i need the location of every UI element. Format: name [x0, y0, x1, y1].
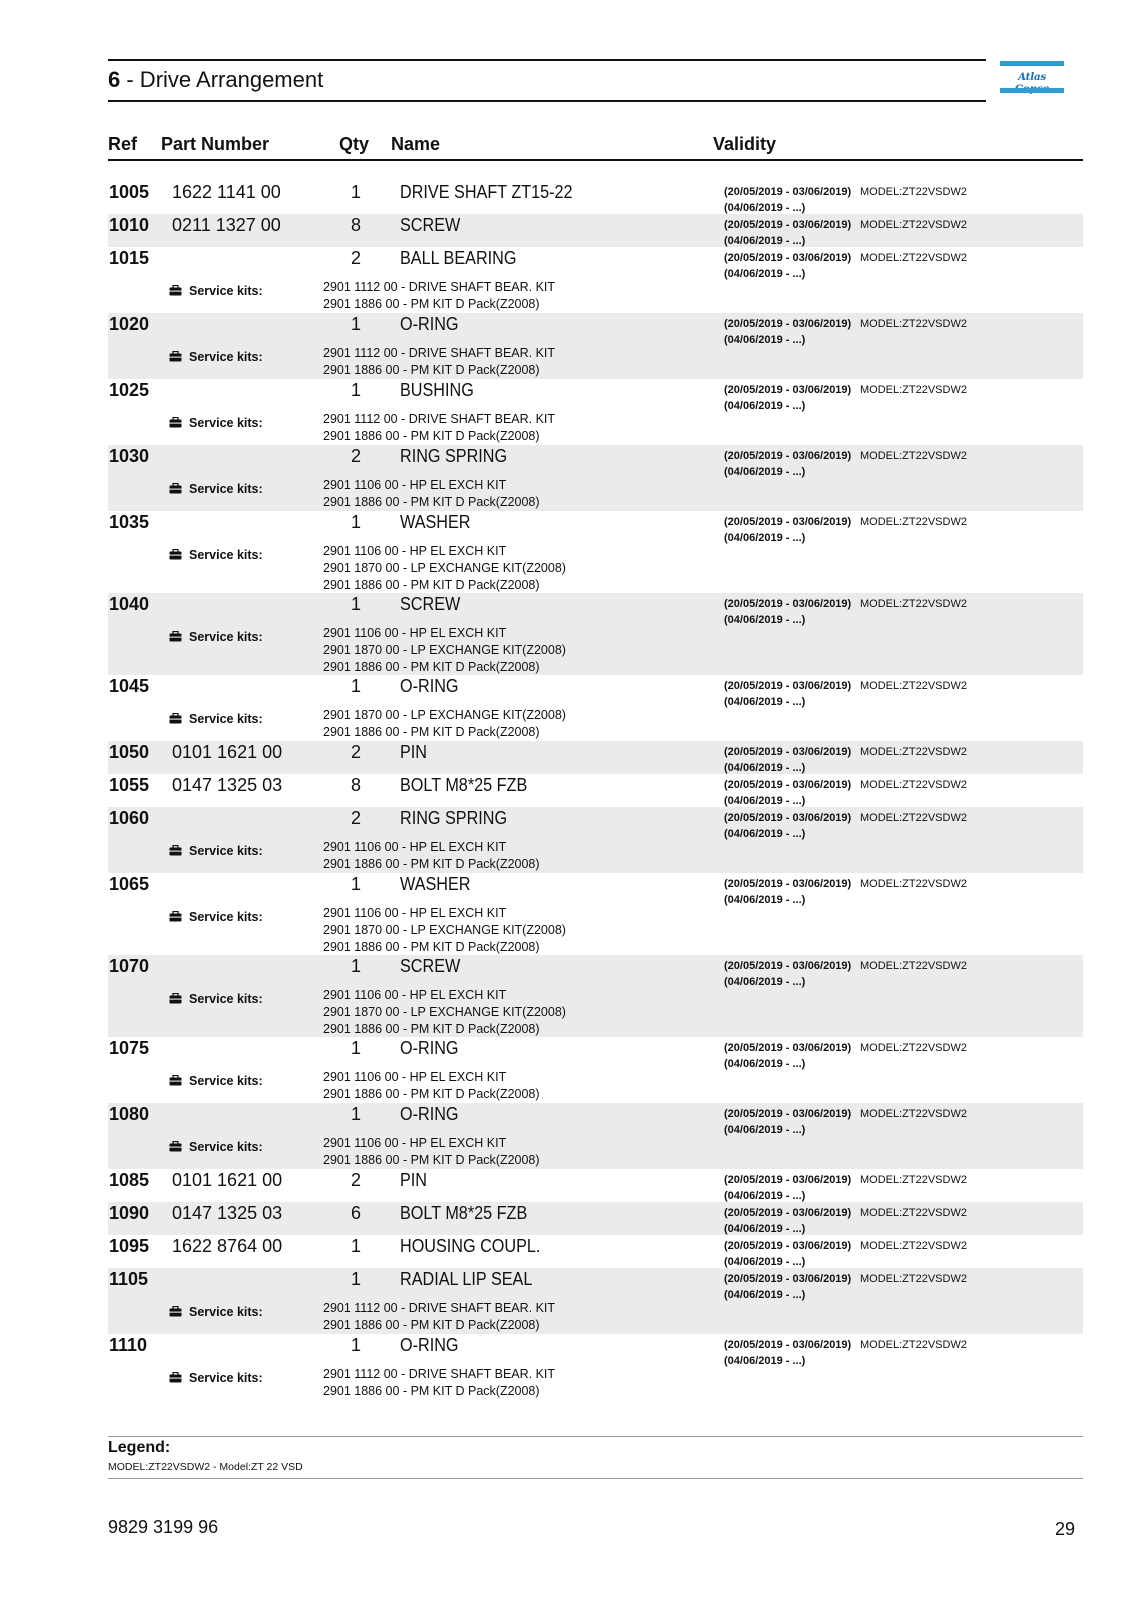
qty-cell: 1: [350, 1335, 361, 1355]
service-kits-list: [323, 707, 566, 741]
validity-range: (04/06/2019 - ...): [724, 465, 806, 478]
service-kits-text: Service kits:: [189, 844, 263, 858]
qty-cell: 2: [350, 248, 361, 268]
service-kit-item: 2901 1886 00 - PM KIT D Pack(Z2008): [323, 725, 540, 739]
service-kit-item: 2901 1106 00 - HP EL EXCH KIT: [323, 1070, 507, 1084]
validity-range: (04/06/2019 - ...): [724, 1222, 806, 1235]
validity-range: (04/06/2019 - ...): [724, 201, 806, 214]
toolbox-icon: [169, 1141, 182, 1155]
validity-range: (20/05/2019 - 03/06/2019): [724, 1207, 852, 1219]
service-kits-label: [169, 1140, 263, 1155]
logo-top-bar: [1000, 61, 1064, 66]
validity-range: (04/06/2019 - ...): [724, 333, 806, 346]
validity-range: (20/05/2019 - 03/06/2019): [724, 1108, 852, 1120]
name-cell: O-RING: [400, 314, 459, 334]
service-kits-list: [323, 1300, 555, 1334]
ref-cell: 1105: [109, 1269, 149, 1289]
validity-cell: [724, 959, 967, 990]
validity-range: (04/06/2019 - ...): [724, 975, 806, 988]
validity-range: (20/05/2019 - 03/06/2019): [724, 450, 852, 462]
legend-title: Legend:: [108, 1439, 171, 1456]
validity-range: (20/05/2019 - 03/06/2019): [724, 746, 852, 758]
name-cell: BUSHING: [400, 380, 474, 400]
table-row: [108, 955, 1083, 1037]
toolbox-icon: [169, 285, 182, 299]
validity-range: (04/06/2019 - ...): [724, 893, 806, 906]
validity-model: MODEL:ZT22VSDW2: [860, 516, 967, 528]
name-cell: SCREW: [400, 215, 461, 235]
col-part-number: Part Number: [161, 134, 270, 154]
page-title: 6 - Drive Arrangement: [108, 67, 324, 92]
validity-model: MODEL:ZT22VSDW2: [860, 960, 967, 972]
validity-model: MODEL:ZT22VSDW2: [860, 1207, 967, 1219]
ref-cell: 1065: [109, 874, 150, 894]
ref-cell: 1030: [109, 446, 150, 466]
logo-text: Atlas: [1017, 71, 1047, 83]
validity-range: (20/05/2019 - 03/06/2019): [724, 384, 852, 396]
service-kits-label: [169, 350, 263, 365]
service-kits-text: Service kits:: [189, 910, 263, 924]
validity-range: (04/06/2019 - ...): [724, 1255, 806, 1268]
table-row: [108, 774, 1083, 807]
validity-range: (04/06/2019 - ...): [724, 399, 806, 412]
qty-cell: 1: [350, 676, 361, 696]
service-kit-item: 2901 1886 00 - PM KIT D Pack(Z2008): [323, 1384, 540, 1398]
qty-cell: 8: [350, 775, 361, 795]
validity-model: MODEL:ZT22VSDW2: [860, 746, 967, 758]
service-kits-label: [169, 416, 263, 431]
validity-cell: [724, 1107, 967, 1138]
service-kits-list: [323, 477, 540, 511]
qty-cell: 1: [350, 594, 361, 614]
service-kits-list: [323, 1135, 540, 1169]
validity-range: (20/05/2019 - 03/06/2019): [724, 186, 852, 198]
name-cell: O-RING: [400, 1335, 459, 1355]
service-kits-label: [169, 1074, 263, 1089]
table-row: [108, 445, 1083, 511]
part-number-cell: 1622 1141 00: [172, 182, 281, 202]
validity-range: (04/06/2019 - ...): [724, 531, 806, 544]
name-cell: RING SPRING: [400, 446, 508, 466]
toolbox-icon: [169, 631, 182, 645]
service-kits-list: [323, 411, 555, 445]
name-cell: HOUSING COUPL.: [400, 1236, 541, 1256]
service-kits-list: [323, 279, 555, 313]
validity-range: (20/05/2019 - 03/06/2019): [724, 1174, 852, 1186]
qty-cell: 1: [350, 512, 361, 532]
qty-cell: 1: [350, 1236, 361, 1256]
validity-range: (20/05/2019 - 03/06/2019): [724, 878, 852, 890]
service-kit-item: 2901 1112 00 - DRIVE SHAFT BEAR. KIT: [323, 412, 556, 426]
qty-cell: 1: [350, 874, 361, 894]
qty-cell: 2: [350, 808, 361, 828]
document-number: 9829 3199 96: [108, 1517, 219, 1537]
toolbox-icon: [169, 713, 182, 727]
table-row: [108, 214, 1083, 247]
service-kits-label: [169, 284, 263, 299]
validity-range: (20/05/2019 - 03/06/2019): [724, 1240, 852, 1252]
ref-cell: 1110: [109, 1335, 148, 1355]
validity-model: MODEL:ZT22VSDW2: [860, 318, 967, 330]
service-kits-text: Service kits:: [189, 482, 263, 496]
service-kit-item: 2901 1106 00 - HP EL EXCH KIT: [323, 840, 507, 854]
toolbox-icon: [169, 993, 182, 1007]
part-number-cell: 0211 1327 00: [172, 215, 281, 235]
validity-range: (04/06/2019 - ...): [724, 827, 806, 840]
validity-cell: [724, 1239, 967, 1270]
service-kit-item: 2901 1870 00 - LP EXCHANGE KIT(Z2008): [323, 561, 566, 575]
toolbox-icon: [169, 845, 182, 859]
qty-cell: 1: [350, 1104, 361, 1124]
validity-model: MODEL:ZT22VSDW2: [860, 219, 967, 231]
service-kit-item: 2901 1886 00 - PM KIT D Pack(Z2008): [323, 495, 540, 509]
validity-range: (20/05/2019 - 03/06/2019): [724, 779, 852, 791]
name-cell: O-RING: [400, 1104, 459, 1124]
service-kits-list: [323, 625, 566, 676]
table-row: [108, 675, 1083, 741]
service-kits-text: Service kits:: [189, 1074, 263, 1088]
service-kit-item: 2901 1886 00 - PM KIT D Pack(Z2008): [323, 940, 540, 954]
col-ref: Ref: [108, 134, 138, 154]
service-kit-item: 2901 1886 00 - PM KIT D Pack(Z2008): [323, 1153, 540, 1167]
validity-model: MODEL:ZT22VSDW2: [860, 1174, 967, 1186]
ref-cell: 1040: [109, 594, 150, 614]
validity-model: MODEL:ZT22VSDW2: [860, 1240, 967, 1252]
service-kits-text: Service kits:: [189, 416, 263, 430]
service-kit-item: 2901 1886 00 - PM KIT D Pack(Z2008): [323, 363, 540, 377]
service-kits-label: [169, 910, 263, 925]
ref-cell: 1095: [109, 1236, 150, 1256]
toolbox-icon: [169, 549, 182, 563]
name-cell: O-RING: [400, 1038, 459, 1058]
validity-range: (04/06/2019 - ...): [724, 234, 806, 247]
table-header: [108, 132, 1083, 161]
service-kit-item: 2901 1886 00 - PM KIT D Pack(Z2008): [323, 660, 540, 674]
validity-range: (04/06/2019 - ...): [724, 1354, 806, 1367]
name-cell: BOLT M8*25 FZB: [400, 775, 528, 795]
table-row: [108, 1334, 1083, 1400]
validity-cell: [724, 515, 967, 546]
validity-model: MODEL:ZT22VSDW2: [860, 1042, 967, 1054]
validity-cell: [724, 1173, 967, 1204]
validity-range: (04/06/2019 - ...): [724, 1288, 806, 1301]
service-kits-text: Service kits:: [189, 1305, 263, 1319]
service-kits-label: [169, 630, 263, 645]
table-row: [108, 1202, 1083, 1235]
validity-cell: [724, 449, 967, 480]
validity-range: (04/06/2019 - ...): [724, 267, 806, 280]
toolbox-icon: [169, 911, 182, 925]
logo-bottom-bar: [1000, 88, 1064, 93]
ref-cell: 1050: [109, 742, 150, 762]
service-kit-item: 2901 1870 00 - LP EXCHANGE KIT(Z2008): [323, 1005, 566, 1019]
service-kit-item: 2901 1106 00 - HP EL EXCH KIT: [323, 478, 507, 492]
ref-cell: 1025: [109, 380, 150, 400]
qty-cell: 1: [350, 1038, 361, 1058]
validity-model: MODEL:ZT22VSDW2: [860, 812, 967, 824]
qty-cell: 1: [350, 380, 361, 400]
validity-model: MODEL:ZT22VSDW2: [860, 186, 967, 198]
service-kit-item: 2901 1870 00 - LP EXCHANGE KIT(Z2008): [323, 923, 566, 937]
qty-cell: 1: [350, 314, 361, 334]
ref-cell: 1005: [109, 182, 150, 202]
validity-model: MODEL:ZT22VSDW2: [860, 450, 967, 462]
ref-cell: 1070: [109, 956, 150, 976]
service-kits-text: Service kits:: [189, 548, 263, 562]
validity-cell: [724, 597, 967, 628]
ref-cell: 1035: [109, 512, 150, 532]
name-cell: DRIVE SHAFT ZT15-22: [400, 182, 573, 202]
validity-model: MODEL:ZT22VSDW2: [860, 1273, 967, 1285]
table-row: [108, 1268, 1083, 1334]
table-row: [108, 247, 1083, 313]
validity-cell: [724, 745, 967, 776]
name-cell: O-RING: [400, 676, 459, 696]
col-qty: Qty: [339, 134, 370, 154]
service-kit-item: 2901 1106 00 - HP EL EXCH KIT: [323, 626, 507, 640]
validity-model: MODEL:ZT22VSDW2: [860, 1108, 967, 1120]
validity-range: (04/06/2019 - ...): [724, 761, 806, 774]
page-header: [108, 59, 986, 102]
service-kit-item: 2901 1886 00 - PM KIT D Pack(Z2008): [323, 297, 540, 311]
validity-cell: [724, 811, 967, 842]
validity-range: (04/06/2019 - ...): [724, 613, 806, 626]
name-cell: SCREW: [400, 956, 461, 976]
ref-cell: 1075: [109, 1038, 150, 1058]
service-kit-item: 2901 1886 00 - PM KIT D Pack(Z2008): [323, 1087, 540, 1101]
ref-cell: 1020: [109, 314, 150, 334]
validity-range: (20/05/2019 - 03/06/2019): [724, 1339, 852, 1351]
validity-cell: [724, 778, 967, 809]
service-kit-item: 2901 1886 00 - PM KIT D Pack(Z2008): [323, 429, 540, 443]
page-number: 29: [1055, 1519, 1076, 1539]
name-cell: PIN: [400, 1170, 428, 1190]
part-number-cell: 1622 8764 00: [172, 1236, 283, 1256]
table-row: [108, 1235, 1083, 1268]
service-kits-text: Service kits:: [189, 1140, 263, 1154]
part-number-cell: 0101 1621 00: [172, 742, 283, 762]
validity-model: MODEL:ZT22VSDW2: [860, 252, 967, 264]
service-kit-item: 2901 1870 00 - LP EXCHANGE KIT(Z2008): [323, 643, 566, 657]
service-kits-label: [169, 482, 263, 497]
service-kits-label: [169, 712, 263, 727]
parts-table: [108, 181, 1083, 1400]
service-kit-item: 2901 1886 00 - PM KIT D Pack(Z2008): [323, 857, 540, 871]
table-row: [108, 1103, 1083, 1169]
service-kits-list: [323, 543, 566, 594]
table-row: [108, 807, 1083, 873]
validity-cell: [724, 218, 967, 249]
validity-range: (20/05/2019 - 03/06/2019): [724, 318, 852, 330]
validity-cell: [724, 251, 967, 282]
service-kit-item: 2901 1886 00 - PM KIT D Pack(Z2008): [323, 1022, 540, 1036]
service-kits-label: [169, 844, 263, 859]
service-kits-text: Service kits:: [189, 992, 263, 1006]
validity-model: MODEL:ZT22VSDW2: [860, 779, 967, 791]
validity-cell: [724, 383, 967, 414]
service-kits-list: [323, 905, 566, 956]
ref-cell: 1015: [109, 248, 150, 268]
service-kits-text: Service kits:: [189, 630, 263, 644]
table-row: [108, 873, 1083, 955]
validity-model: MODEL:ZT22VSDW2: [860, 1339, 967, 1351]
name-cell: PIN: [400, 742, 428, 762]
service-kits-text: Service kits:: [189, 284, 263, 298]
part-number-cell: 0101 1621 00: [172, 1170, 283, 1190]
service-kits-text: Service kits:: [189, 350, 263, 364]
validity-model: MODEL:ZT22VSDW2: [860, 384, 967, 396]
validity-range: (20/05/2019 - 03/06/2019): [724, 680, 852, 692]
qty-cell: 2: [350, 1170, 361, 1190]
toolbox-icon: [169, 417, 182, 431]
service-kit-item: 2901 1106 00 - HP EL EXCH KIT: [323, 906, 507, 920]
validity-range: (04/06/2019 - ...): [724, 1189, 806, 1202]
validity-model: MODEL:ZT22VSDW2: [860, 878, 967, 890]
validity-range: (04/06/2019 - ...): [724, 794, 806, 807]
validity-cell: [724, 1272, 967, 1303]
ref-cell: 1085: [109, 1170, 150, 1190]
qty-cell: 1: [350, 182, 361, 202]
validity-range: (20/05/2019 - 03/06/2019): [724, 1042, 852, 1054]
validity-model: MODEL:ZT22VSDW2: [860, 680, 967, 692]
col-validity: Validity: [713, 134, 777, 154]
ref-cell: 1045: [109, 676, 150, 696]
ref-cell: 1010: [109, 215, 150, 235]
service-kits-label: [169, 548, 263, 563]
service-kit-item: 2901 1886 00 - PM KIT D Pack(Z2008): [323, 578, 540, 592]
qty-cell: 6: [350, 1203, 361, 1223]
table-row: [108, 511, 1083, 593]
name-cell: WASHER: [400, 874, 471, 894]
service-kit-item: 2901 1106 00 - HP EL EXCH KIT: [323, 544, 507, 558]
qty-cell: 8: [350, 215, 361, 235]
name-cell: RING SPRING: [400, 808, 508, 828]
legend-entry: MODEL:ZT22VSDW2 - Model:ZT 22 VSD: [108, 1461, 303, 1473]
toolbox-icon: [169, 483, 182, 497]
service-kits-list: [323, 987, 566, 1038]
ref-cell: 1090: [109, 1203, 150, 1223]
name-cell: WASHER: [400, 512, 471, 532]
validity-cell: [724, 1338, 967, 1369]
service-kits-text: Service kits:: [189, 712, 263, 726]
validity-cell: [724, 877, 967, 908]
service-kit-item: 2901 1886 00 - PM KIT D Pack(Z2008): [323, 1318, 540, 1332]
validity-range: (20/05/2019 - 03/06/2019): [724, 252, 852, 264]
table-row: [108, 1169, 1083, 1202]
service-kits-label: [169, 1305, 263, 1320]
validity-range: (20/05/2019 - 03/06/2019): [724, 812, 852, 824]
validity-range: (04/06/2019 - ...): [724, 1123, 806, 1136]
service-kits-list: [323, 345, 555, 379]
validity-range: (20/05/2019 - 03/06/2019): [724, 598, 852, 610]
validity-range: (20/05/2019 - 03/06/2019): [724, 1273, 852, 1285]
qty-cell: 1: [350, 1269, 361, 1289]
service-kit-item: 2901 1112 00 - DRIVE SHAFT BEAR. KIT: [323, 1301, 556, 1315]
ref-cell: 1060: [109, 808, 150, 828]
table-row: [108, 1037, 1083, 1103]
validity-model: MODEL:ZT22VSDW2: [860, 598, 967, 610]
validity-range: (20/05/2019 - 03/06/2019): [724, 219, 852, 231]
service-kits-list: [323, 1366, 555, 1400]
table-row: [108, 741, 1083, 774]
name-cell: BALL BEARING: [400, 248, 517, 268]
service-kits-label: [169, 992, 263, 1007]
service-kit-item: 2901 1106 00 - HP EL EXCH KIT: [323, 988, 507, 1002]
service-kits-list: [323, 839, 540, 873]
validity-cell: [724, 1041, 967, 1072]
service-kits-label: [169, 1371, 263, 1386]
table-row: [108, 379, 1083, 445]
table-row: [108, 593, 1083, 675]
table-row: [108, 181, 1083, 214]
validity-cell: [724, 317, 967, 348]
qty-cell: 1: [350, 956, 361, 976]
toolbox-icon: [169, 351, 182, 365]
legend: [108, 1436, 1083, 1479]
validity-range: (04/06/2019 - ...): [724, 1057, 806, 1070]
atlas-copco-logo: [1000, 61, 1064, 95]
name-cell: SCREW: [400, 594, 461, 614]
part-number-cell: 0147 1325 03: [172, 775, 283, 795]
validity-cell: [724, 679, 967, 710]
name-cell: BOLT M8*25 FZB: [400, 1203, 528, 1223]
service-kits-text: Service kits:: [189, 1371, 263, 1385]
ref-cell: 1080: [109, 1104, 150, 1124]
table-row: [108, 313, 1083, 379]
validity-cell: [724, 185, 967, 216]
qty-cell: 2: [350, 742, 361, 762]
ref-cell: 1055: [109, 775, 150, 795]
toolbox-icon: [169, 1075, 182, 1089]
validity-range: (20/05/2019 - 03/06/2019): [724, 960, 852, 972]
toolbox-icon: [169, 1306, 182, 1320]
validity-cell: [724, 1206, 967, 1237]
service-kits-list: [323, 1069, 540, 1103]
qty-cell: 2: [350, 446, 361, 466]
service-kit-item: 2901 1106 00 - HP EL EXCH KIT: [323, 1136, 507, 1150]
name-cell: RADIAL LIP SEAL: [400, 1269, 533, 1289]
col-name: Name: [391, 134, 441, 154]
service-kit-item: 2901 1112 00 - DRIVE SHAFT BEAR. KIT: [323, 1367, 556, 1381]
validity-range: (04/06/2019 - ...): [724, 695, 806, 708]
validity-range: (20/05/2019 - 03/06/2019): [724, 516, 852, 528]
part-number-cell: 0147 1325 03: [172, 1203, 283, 1223]
service-kit-item: 2901 1112 00 - DRIVE SHAFT BEAR. KIT: [323, 280, 556, 294]
service-kit-item: 2901 1112 00 - DRIVE SHAFT BEAR. KIT: [323, 346, 556, 360]
toolbox-icon: [169, 1372, 182, 1386]
service-kit-item: 2901 1870 00 - LP EXCHANGE KIT(Z2008): [323, 708, 566, 722]
